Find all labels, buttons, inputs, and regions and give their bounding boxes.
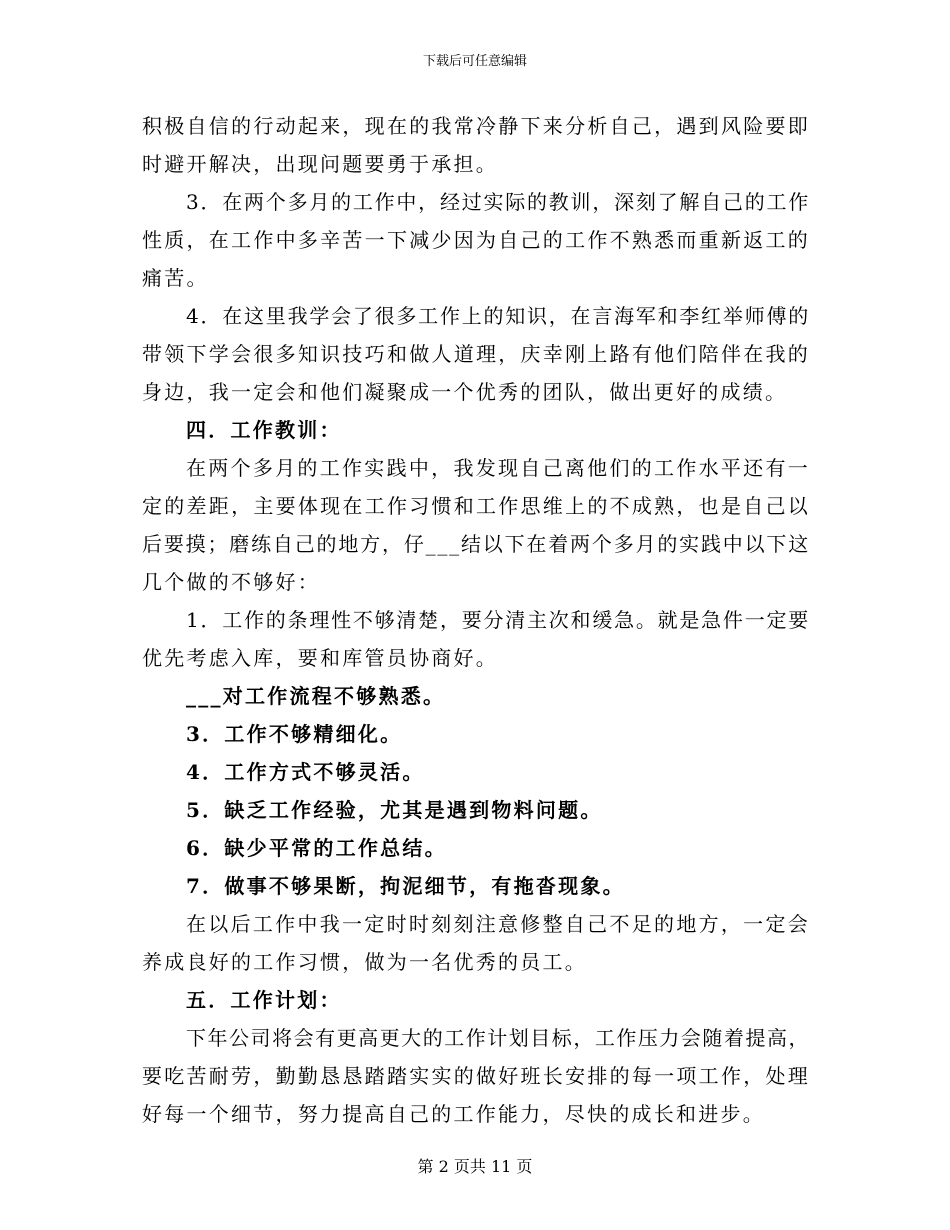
text-line: 后要摸；磨练自己的地方，仔___结以下在着两个多月的实践中以下这 bbox=[142, 532, 810, 556]
text-line: 时避开解决，出现问题要勇于承担。 bbox=[142, 152, 498, 176]
text-line: 好每一个细节，努力提高自己的工作能力，尽快的成长和进步。 bbox=[142, 1102, 765, 1126]
text-line: 积极自信的行动起来，现在的我常冷静下来分析自己，遇到风险要即 bbox=[142, 114, 810, 138]
text-line: 性质，在工作中多辛苦一下减少因为自己的工作不熟悉而重新返工的 bbox=[142, 228, 810, 252]
document-body bbox=[142, 107, 810, 1133]
text-line: 几个做的不够好： bbox=[142, 570, 320, 594]
text-line: 痛苦。 bbox=[142, 266, 209, 290]
text-line: 4．工作方式不够灵活。 bbox=[186, 760, 425, 784]
text-line: 3．在两个多月的工作中，经过实际的教训，深刻了解自己的工作 bbox=[186, 190, 810, 214]
text-line: 在两个多月的工作实践中，我发现自己离他们的工作水平还有一 bbox=[186, 456, 810, 480]
text-line: 3．工作不够精细化。 bbox=[186, 722, 403, 746]
text-line: 五．工作计划： bbox=[186, 988, 342, 1012]
text-line: 定的差距，主要体现在工作习惯和工作思维上的不成熟，也是自己以 bbox=[142, 494, 810, 518]
text-line: 下年公司将会有更高更大的工作计划目标，工作压力会随着提高， bbox=[186, 1026, 810, 1050]
text-line: 1．工作的条理性不够清楚，要分清主次和缓急。就是急件一定要 bbox=[186, 608, 810, 632]
text-line: 7．做事不够果断，拘泥细节，有拖沓现象。 bbox=[186, 874, 625, 898]
page-footer: 第 2 页共 11 页 bbox=[417, 1157, 533, 1176]
text-line: 身边，我一定会和他们凝聚成一个优秀的团队，做出更好的成绩。 bbox=[142, 380, 788, 404]
text-line: 要吃苦耐劳，勤勤恳恳踏踏实实的做好班长安排的每一项工作，处理 bbox=[142, 1064, 810, 1088]
text-line: 四．工作教训： bbox=[186, 418, 342, 442]
text-line: 在以后工作中我一定时时刻刻注意修整自己不足的地方，一定会 bbox=[186, 912, 810, 936]
text-line: 带领下学会很多知识技巧和做人道理，庆幸刚上路有他们陪伴在我的 bbox=[142, 342, 810, 366]
page-header: 下载后可任意编辑 bbox=[422, 54, 527, 69]
text-line: ___对工作流程不够熟悉。 bbox=[186, 684, 446, 708]
text-line: 优先考虑入库，要和库管员协商好。 bbox=[142, 646, 498, 670]
text-line: 5．缺乏工作经验，尤其是遇到物料问题。 bbox=[186, 798, 603, 822]
text-line: 6．缺少平常的工作总结。 bbox=[186, 836, 447, 860]
text-line: 养成良好的工作习惯，做为一名优秀的员工。 bbox=[142, 950, 587, 974]
text-line: 4．在这里我学会了很多工作上的知识，在言海军和李红举师傅的 bbox=[186, 304, 810, 328]
